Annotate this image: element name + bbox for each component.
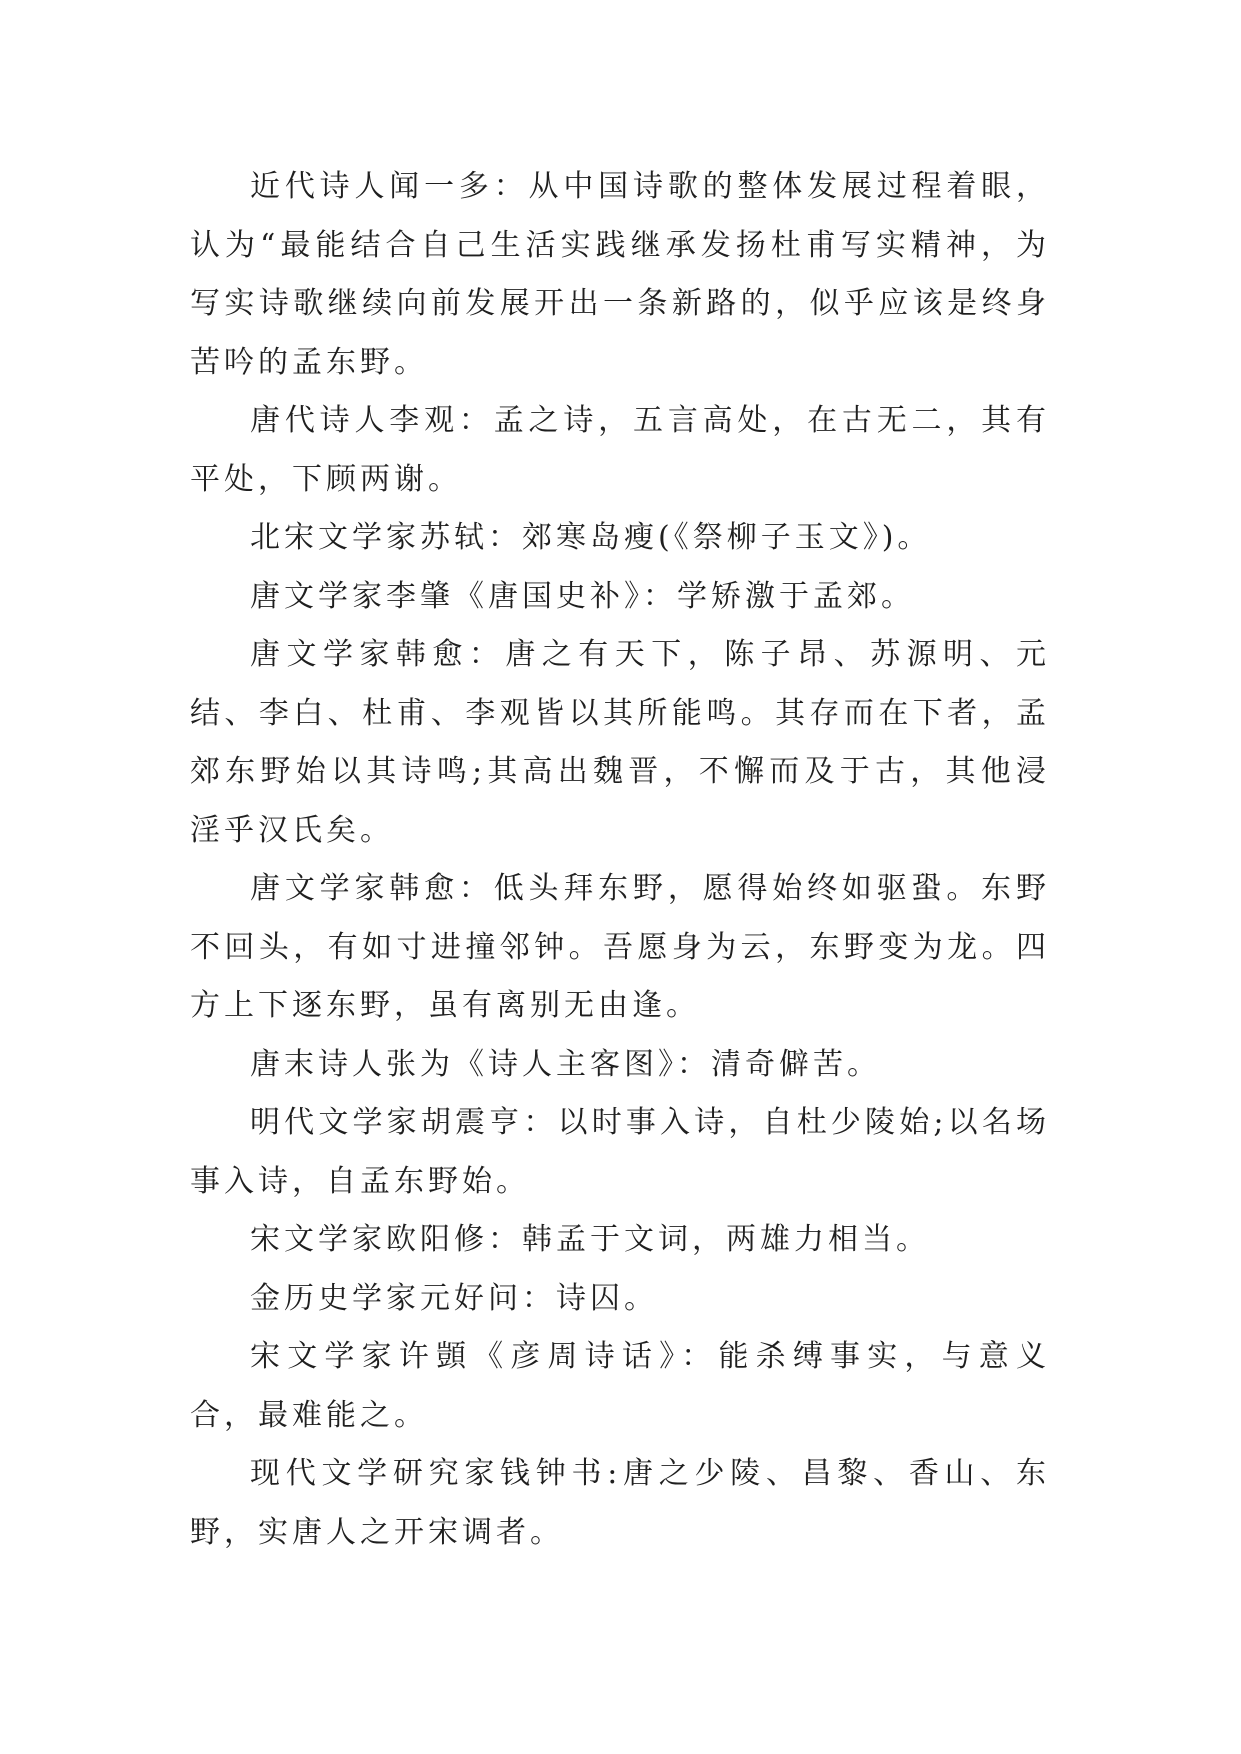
paragraph-li-guan: 唐代诗人李观：孟之诗，五言高处，在古无二，其有平处，下顾两谢。 <box>190 403 1050 497</box>
paragraph-ouyang-xiu: 宋文学家欧阳修：韩孟于文词，两雄力相当。 <box>250 1222 930 1257</box>
paragraph-li-zhao: 唐文学家李肇《唐国史补》：学矫激于孟郊。 <box>250 578 915 614</box>
paragraph-su-shi: 北宋文学家苏轼：郊寒岛瘦(《祭柳子玉文》)。 <box>250 520 932 555</box>
paragraph-han-yu-2: 唐文学家韩愈：低头拜东野，愿得始终如驱蛩。东野不回头，有如寸进撞邻钟。吾愿身为云，东野变为龙。四方上下逐东野，虽有离别无由逢。 <box>190 871 1050 1023</box>
paragraph-yuan-haowen: 金历史学家元好问：诗囚。 <box>250 1280 658 1316</box>
paragraph-zhang-wei: 唐末诗人张为《诗人主客图》：清奇僻苦。 <box>250 1046 881 1082</box>
paragraph-xu-yi: 宋文学家许顗《彦周诗话》：能杀缚事实，与意义合，最难能之。 <box>190 1339 1050 1433</box>
paragraph-hu-zhenheng: 明代文学家胡震亨：以时事入诗，自杜少陵始;以名场事入诗，自孟东野始。 <box>190 1105 1050 1199</box>
paragraph-qian-zhongshu: 现代文学研究家钱钟书:唐之少陵、昌黎、香山、东野，实唐人之开宋调者。 <box>190 1456 1050 1550</box>
paragraph-han-yu-1: 唐文学家韩愈：唐之有天下，陈子昂、苏源明、元结、李白、杜甫、李观皆以其所能鸣。其存而在下者，孟郊东野始以其诗鸣;其高出魏晋，不懈而及于古，其他浸淫乎汉氏矣。 <box>190 637 1050 848</box>
paragraph-wen-yiduo: 近代诗人闻一多：从中国诗歌的整体发展过程着眼，认为“最能结合自己生活实践继承发扬杜甫写实精神，为写实诗歌继续向前发展开出一条新路的，似乎应该是终身苦吟的孟东野。 <box>190 169 1050 380</box>
document-body <box>190 158 1050 1562</box>
